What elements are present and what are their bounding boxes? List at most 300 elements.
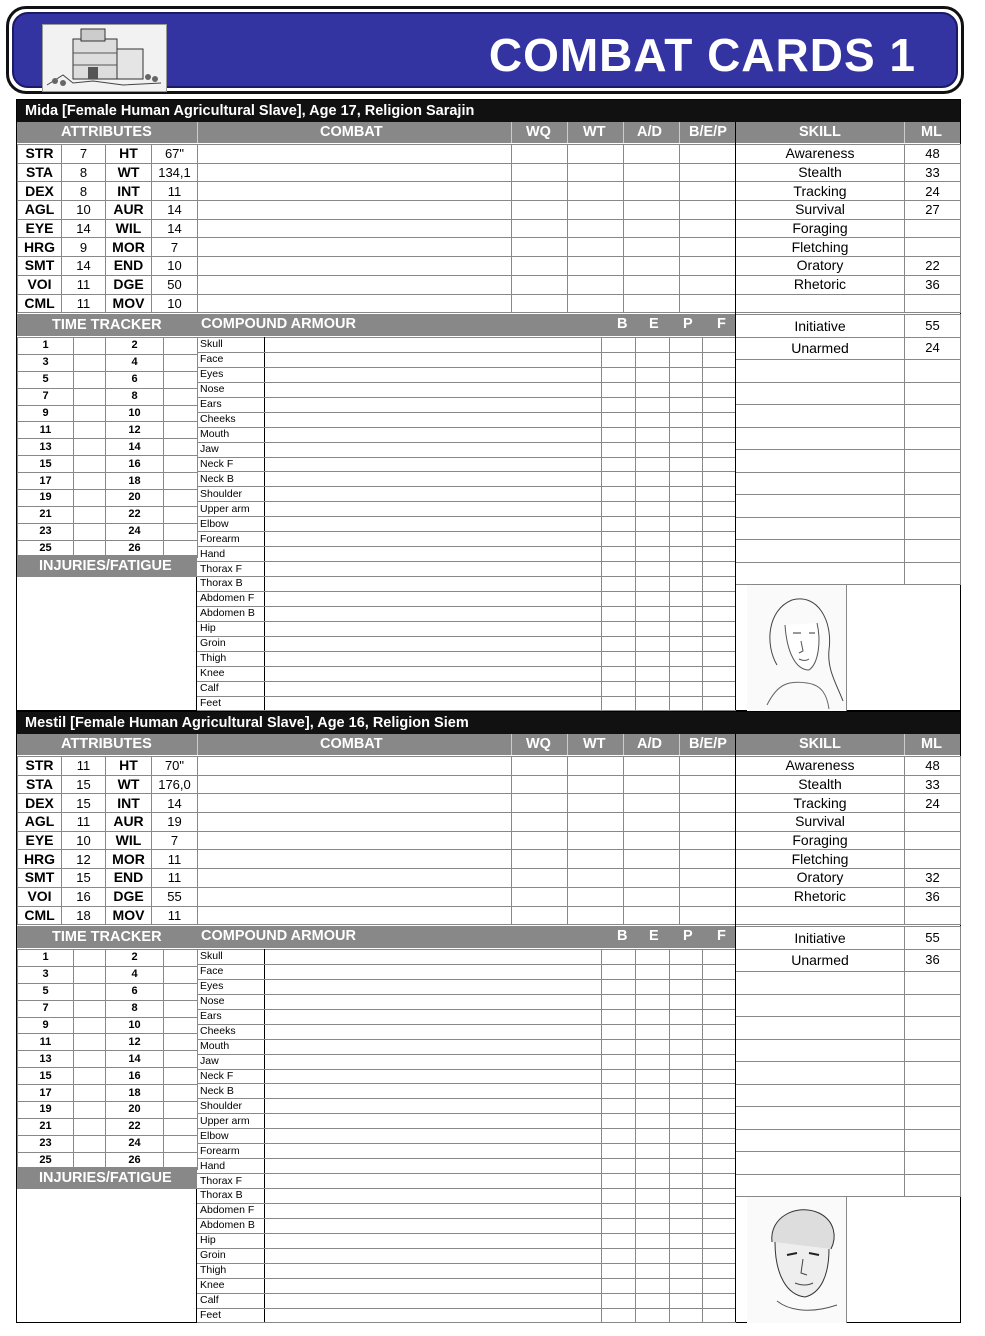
weapon-cell[interactable] [198,219,512,238]
blunt-cell[interactable] [601,979,635,994]
point-cell[interactable] [669,1189,702,1204]
edge-cell[interactable] [635,1054,669,1069]
wt-cell[interactable] [568,906,624,925]
fire-cell[interactable] [702,1144,735,1159]
round-checkbox[interactable] [164,473,198,490]
skill-ml[interactable] [905,850,961,869]
edge-cell[interactable] [635,442,669,457]
attribute-value[interactable]: 10 [152,257,198,276]
bep-cell[interactable] [680,163,736,182]
armour-desc-cell[interactable] [264,994,601,1009]
fire-cell[interactable] [702,1009,735,1024]
attribute-value[interactable]: 67" [152,145,198,164]
round-checkbox[interactable] [74,456,106,473]
armour-desc-cell[interactable] [264,964,601,979]
attribute-value[interactable]: 7 [62,145,106,164]
point-cell[interactable] [669,964,702,979]
blunt-cell[interactable] [601,636,635,651]
armour-desc-cell[interactable] [264,412,601,427]
wt-cell[interactable] [568,201,624,220]
edge-cell[interactable] [635,606,669,621]
wq-cell[interactable] [512,775,568,794]
round-checkbox[interactable] [74,1085,106,1102]
round-checkbox[interactable] [164,1118,198,1135]
weapon-cell[interactable] [198,238,512,257]
round-checkbox[interactable] [164,1017,198,1034]
wt-cell[interactable] [568,831,624,850]
point-cell[interactable] [669,950,702,965]
point-cell[interactable] [669,979,702,994]
attribute-value[interactable]: 7 [152,831,198,850]
ad-cell[interactable] [624,869,680,888]
attribute-value[interactable]: 70" [152,757,198,776]
edge-cell[interactable] [635,1099,669,1114]
edge-cell[interactable] [635,636,669,651]
wq-cell[interactable] [512,182,568,201]
attribute-value[interactable]: 134,1 [152,163,198,182]
armour-desc-cell[interactable] [264,1174,601,1189]
armour-desc-cell[interactable] [264,382,601,397]
fire-cell[interactable] [702,1233,735,1248]
fire-cell[interactable] [702,1218,735,1233]
round-checkbox[interactable] [164,506,198,523]
skill-name[interactable]: Foraging [736,831,905,850]
skill-name[interactable]: Tracking [736,794,905,813]
weapon-cell[interactable] [198,775,512,794]
blunt-cell[interactable] [601,367,635,382]
blunt-cell[interactable] [601,487,635,502]
armour-desc-cell[interactable] [264,621,601,636]
fire-cell[interactable] [702,397,735,412]
point-cell[interactable] [669,591,702,606]
round-checkbox[interactable] [74,1068,106,1085]
armour-desc-cell[interactable] [264,979,601,994]
skill-name[interactable]: Stealth [736,163,905,182]
round-checkbox[interactable] [164,983,198,1000]
fire-cell[interactable] [702,964,735,979]
point-cell[interactable] [669,1159,702,1174]
point-cell[interactable] [669,1293,702,1308]
round-checkbox[interactable] [74,523,106,540]
armour-desc-cell[interactable] [264,1144,601,1159]
round-checkbox[interactable] [74,1000,106,1017]
fire-cell[interactable] [702,367,735,382]
point-cell[interactable] [669,1248,702,1263]
ad-cell[interactable] [624,201,680,220]
skill-ml[interactable]: 24 [905,182,961,201]
edge-cell[interactable] [635,397,669,412]
edge-cell[interactable] [635,1159,669,1174]
round-checkbox[interactable] [164,1034,198,1051]
point-cell[interactable] [669,472,702,487]
wq-cell[interactable] [512,850,568,869]
fire-cell[interactable] [702,442,735,457]
wt-cell[interactable] [568,257,624,276]
edge-cell[interactable] [635,1174,669,1189]
fire-cell[interactable] [702,1293,735,1308]
blunt-cell[interactable] [601,502,635,517]
armour-desc-cell[interactable] [264,1054,601,1069]
skill-ml[interactable] [905,831,961,850]
round-checkbox[interactable] [74,405,106,422]
fire-cell[interactable] [702,1248,735,1263]
bep-cell[interactable] [680,257,736,276]
wt-cell[interactable] [568,794,624,813]
fire-cell[interactable] [702,1114,735,1129]
extra-skill-ml[interactable] [905,562,961,585]
bep-cell[interactable] [680,275,736,294]
skill-name[interactable]: Tracking [736,182,905,201]
armour-desc-cell[interactable] [264,472,601,487]
attribute-value[interactable]: 16 [62,887,106,906]
point-cell[interactable] [669,397,702,412]
round-checkbox[interactable] [74,1118,106,1135]
point-cell[interactable] [669,1129,702,1144]
blunt-cell[interactable] [601,352,635,367]
wq-cell[interactable] [512,869,568,888]
ad-cell[interactable] [624,145,680,164]
ad-cell[interactable] [624,757,680,776]
fire-cell[interactable] [702,1203,735,1218]
fire-cell[interactable] [702,487,735,502]
armour-desc-cell[interactable] [264,517,601,532]
fire-cell[interactable] [702,382,735,397]
round-checkbox[interactable] [74,506,106,523]
edge-cell[interactable] [635,964,669,979]
armour-desc-cell[interactable] [264,1129,601,1144]
blunt-cell[interactable] [601,1009,635,1024]
blunt-cell[interactable] [601,1099,635,1114]
edge-cell[interactable] [635,1024,669,1039]
point-cell[interactable] [669,367,702,382]
unarmed-ml[interactable]: 36 [905,949,961,972]
wq-cell[interactable] [512,238,568,257]
attribute-value[interactable]: 8 [62,163,106,182]
skill-ml[interactable]: 36 [905,887,961,906]
edge-cell[interactable] [635,427,669,442]
point-cell[interactable] [669,352,702,367]
weapon-cell[interactable] [198,275,512,294]
bep-cell[interactable] [680,775,736,794]
attribute-value[interactable]: 9 [62,238,106,257]
attribute-value[interactable]: 14 [152,794,198,813]
extra-skill-name[interactable] [736,360,905,383]
skill-ml[interactable]: 22 [905,257,961,276]
attribute-value[interactable]: 11 [152,850,198,869]
round-checkbox[interactable] [74,422,106,439]
bep-cell[interactable] [680,219,736,238]
skill-name[interactable]: Awareness [736,757,905,776]
blunt-cell[interactable] [601,1203,635,1218]
extra-skill-name[interactable] [736,405,905,428]
extra-skill-ml[interactable] [905,994,961,1017]
armour-desc-cell[interactable] [264,1159,601,1174]
ad-cell[interactable] [624,906,680,925]
round-checkbox[interactable] [74,1135,106,1152]
bep-cell[interactable] [680,850,736,869]
point-cell[interactable] [669,994,702,1009]
point-cell[interactable] [669,1099,702,1114]
edge-cell[interactable] [635,696,669,711]
blunt-cell[interactable] [601,1293,635,1308]
edge-cell[interactable] [635,1308,669,1323]
fire-cell[interactable] [702,979,735,994]
edge-cell[interactable] [635,1189,669,1204]
blunt-cell[interactable] [601,397,635,412]
wt-cell[interactable] [568,145,624,164]
edge-cell[interactable] [635,994,669,1009]
attribute-value[interactable]: 11 [152,906,198,925]
round-checkbox[interactable] [164,1135,198,1152]
armour-desc-cell[interactable] [264,1263,601,1278]
point-cell[interactable] [669,696,702,711]
bep-cell[interactable] [680,238,736,257]
armour-desc-cell[interactable] [264,367,601,382]
blunt-cell[interactable] [601,994,635,1009]
extra-skill-name[interactable] [736,972,905,995]
extra-skill-ml[interactable] [905,495,961,518]
round-checkbox[interactable] [164,1085,198,1102]
blunt-cell[interactable] [601,1278,635,1293]
round-checkbox[interactable] [74,473,106,490]
edge-cell[interactable] [635,979,669,994]
edge-cell[interactable] [635,1114,669,1129]
fire-cell[interactable] [702,457,735,472]
blunt-cell[interactable] [601,562,635,577]
skill-ml[interactable] [905,238,961,257]
blunt-cell[interactable] [601,666,635,681]
extra-skill-name[interactable] [736,427,905,450]
fire-cell[interactable] [702,338,735,353]
point-cell[interactable] [669,532,702,547]
point-cell[interactable] [669,577,702,592]
attribute-value[interactable]: 14 [152,219,198,238]
point-cell[interactable] [669,1233,702,1248]
round-checkbox[interactable] [164,523,198,540]
injuries-notes-area[interactable] [17,1189,197,1323]
wt-cell[interactable] [568,813,624,832]
weapon-cell[interactable] [198,831,512,850]
skill-name[interactable]: Rhetoric [736,887,905,906]
edge-cell[interactable] [635,1248,669,1263]
skill-name[interactable]: Stealth [736,775,905,794]
injuries-notes-area[interactable] [17,577,197,711]
extra-skill-name[interactable] [736,517,905,540]
fire-cell[interactable] [702,577,735,592]
round-checkbox[interactable] [164,354,198,371]
edge-cell[interactable] [635,651,669,666]
round-checkbox[interactable] [164,405,198,422]
point-cell[interactable] [669,547,702,562]
ad-cell[interactable] [624,182,680,201]
extra-skill-name[interactable] [736,1152,905,1175]
wt-cell[interactable] [568,775,624,794]
point-cell[interactable] [669,517,702,532]
extra-skill-ml[interactable] [905,1174,961,1197]
blunt-cell[interactable] [601,1218,635,1233]
wt-cell[interactable] [568,869,624,888]
blunt-cell[interactable] [601,457,635,472]
armour-desc-cell[interactable] [264,1278,601,1293]
wq-cell[interactable] [512,813,568,832]
armour-desc-cell[interactable] [264,1248,601,1263]
blunt-cell[interactable] [601,1189,635,1204]
blunt-cell[interactable] [601,950,635,965]
weapon-cell[interactable] [198,906,512,925]
weapon-cell[interactable] [198,201,512,220]
edge-cell[interactable] [635,1263,669,1278]
extra-skill-ml[interactable] [905,405,961,428]
edge-cell[interactable] [635,457,669,472]
extra-skill-ml[interactable] [905,1062,961,1085]
fire-cell[interactable] [702,1189,735,1204]
point-cell[interactable] [669,1263,702,1278]
armour-desc-cell[interactable] [264,1039,601,1054]
wt-cell[interactable] [568,294,624,313]
fire-cell[interactable] [702,1069,735,1084]
bep-cell[interactable] [680,831,736,850]
fire-cell[interactable] [702,1084,735,1099]
round-checkbox[interactable] [164,371,198,388]
extra-skill-ml[interactable] [905,1039,961,1062]
initiative-ml[interactable]: 55 [905,927,961,950]
attribute-value[interactable]: 10 [152,294,198,313]
point-cell[interactable] [669,1084,702,1099]
skill-ml[interactable]: 36 [905,275,961,294]
armour-desc-cell[interactable] [264,442,601,457]
attribute-value[interactable]: 15 [62,775,106,794]
ad-cell[interactable] [624,163,680,182]
blunt-cell[interactable] [601,1084,635,1099]
edge-cell[interactable] [635,352,669,367]
fire-cell[interactable] [702,621,735,636]
fire-cell[interactable] [702,547,735,562]
wq-cell[interactable] [512,275,568,294]
blunt-cell[interactable] [601,1144,635,1159]
bep-cell[interactable] [680,201,736,220]
blunt-cell[interactable] [601,964,635,979]
fire-cell[interactable] [702,636,735,651]
armour-desc-cell[interactable] [264,1009,601,1024]
blunt-cell[interactable] [601,1054,635,1069]
armour-desc-cell[interactable] [264,427,601,442]
skill-name[interactable] [736,906,905,925]
armour-desc-cell[interactable] [264,1114,601,1129]
fire-cell[interactable] [702,352,735,367]
weapon-cell[interactable] [198,794,512,813]
armour-desc-cell[interactable] [264,606,601,621]
weapon-cell[interactable] [198,869,512,888]
extra-skill-name[interactable] [736,1039,905,1062]
initiative-ml[interactable]: 55 [905,315,961,338]
attribute-value[interactable]: 11 [62,294,106,313]
fire-cell[interactable] [702,1278,735,1293]
weapon-cell[interactable] [198,294,512,313]
skill-ml[interactable] [905,219,961,238]
edge-cell[interactable] [635,1218,669,1233]
point-cell[interactable] [669,651,702,666]
ad-cell[interactable] [624,813,680,832]
armour-desc-cell[interactable] [264,696,601,711]
blunt-cell[interactable] [601,412,635,427]
blunt-cell[interactable] [601,1248,635,1263]
blunt-cell[interactable] [601,382,635,397]
edge-cell[interactable] [635,562,669,577]
armour-desc-cell[interactable] [264,338,601,353]
attribute-value[interactable]: 19 [152,813,198,832]
extra-skill-ml[interactable] [905,1017,961,1040]
round-checkbox[interactable] [164,950,198,967]
skill-ml[interactable]: 33 [905,163,961,182]
armour-desc-cell[interactable] [264,1233,601,1248]
weapon-cell[interactable] [198,887,512,906]
fire-cell[interactable] [702,1174,735,1189]
attribute-value[interactable]: 11 [152,869,198,888]
edge-cell[interactable] [635,382,669,397]
fire-cell[interactable] [702,517,735,532]
attribute-value[interactable]: 14 [152,201,198,220]
edge-cell[interactable] [635,487,669,502]
point-cell[interactable] [669,412,702,427]
edge-cell[interactable] [635,621,669,636]
fire-cell[interactable] [702,950,735,965]
weapon-cell[interactable] [198,257,512,276]
extra-skill-ml[interactable] [905,1129,961,1152]
attribute-value[interactable]: 12 [62,850,106,869]
bep-cell[interactable] [680,794,736,813]
extra-skill-ml[interactable] [905,1152,961,1175]
armour-desc-cell[interactable] [264,591,601,606]
round-checkbox[interactable] [164,439,198,456]
wt-cell[interactable] [568,219,624,238]
extra-skill-ml[interactable] [905,1084,961,1107]
point-cell[interactable] [669,1054,702,1069]
blunt-cell[interactable] [601,1233,635,1248]
weapon-cell[interactable] [198,813,512,832]
point-cell[interactable] [669,487,702,502]
extra-skill-ml[interactable] [905,382,961,405]
skill-name[interactable]: Fletching [736,850,905,869]
blunt-cell[interactable] [601,1069,635,1084]
point-cell[interactable] [669,621,702,636]
extra-skill-ml[interactable] [905,360,961,383]
fire-cell[interactable] [702,994,735,1009]
point-cell[interactable] [669,442,702,457]
attribute-value[interactable]: 14 [62,219,106,238]
armour-desc-cell[interactable] [264,457,601,472]
round-checkbox[interactable] [164,1068,198,1085]
blunt-cell[interactable] [601,472,635,487]
extra-skill-name[interactable] [736,1062,905,1085]
blunt-cell[interactable] [601,696,635,711]
skill-name[interactable]: Survival [736,201,905,220]
point-cell[interactable] [669,1039,702,1054]
blunt-cell[interactable] [601,681,635,696]
point-cell[interactable] [669,1144,702,1159]
armour-desc-cell[interactable] [264,547,601,562]
blunt-cell[interactable] [601,1129,635,1144]
unarmed-ml[interactable]: 24 [905,337,961,360]
fire-cell[interactable] [702,1039,735,1054]
blunt-cell[interactable] [601,606,635,621]
round-checkbox[interactable] [164,490,198,507]
fire-cell[interactable] [702,1054,735,1069]
fire-cell[interactable] [702,412,735,427]
extra-skill-name[interactable] [736,495,905,518]
attribute-value[interactable]: 14 [62,257,106,276]
armour-desc-cell[interactable] [264,681,601,696]
edge-cell[interactable] [635,1069,669,1084]
